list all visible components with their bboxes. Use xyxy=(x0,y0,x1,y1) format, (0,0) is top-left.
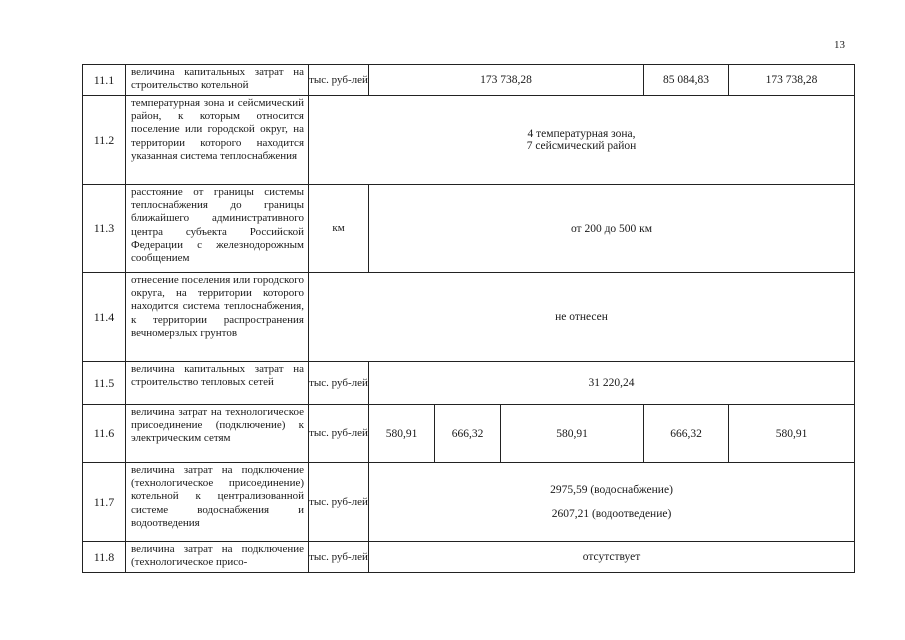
row-description: отнесение поселения или городского округа, на территории которого находится система теплоснабжения, к территории распространения вечномерзлых грунтов xyxy=(126,273,309,362)
table-row xyxy=(83,362,855,405)
row-number: 11.4 xyxy=(83,273,126,362)
row-number: 11.7 xyxy=(83,463,126,542)
table-row xyxy=(83,273,855,362)
row-number: 11.1 xyxy=(83,65,126,96)
row-description: величина капитальных затрат на строительство котельной xyxy=(126,65,309,96)
value-line: 2607,21 (водоотведение) xyxy=(551,508,672,520)
value-cell: отсутствует xyxy=(369,542,855,573)
row-description: температурная зона и сейсмический район, к которым относится поселение или городской округ, на территории которого находится указанная система теплоснабжения xyxy=(126,96,309,185)
row-description: величина капитальных затрат на строительство тепловых сетей xyxy=(126,362,309,405)
row-number: 11.8 xyxy=(83,542,126,573)
row-unit: тыс. руб-лей xyxy=(309,542,369,573)
value-cell: не отнесен xyxy=(309,273,855,362)
row-unit: тыс. руб-лей xyxy=(309,362,369,405)
page-number: 13 xyxy=(834,39,845,51)
value-cell xyxy=(309,96,855,185)
row-unit: тыс. руб-лей xyxy=(309,463,369,542)
value-cell: 173 738,28 xyxy=(369,65,644,96)
table-row xyxy=(83,405,855,463)
table-row xyxy=(83,65,855,96)
value-line: 4 температурная зона, xyxy=(527,128,636,140)
value-line: 7 сейсмический район xyxy=(526,140,637,152)
row-number: 11.6 xyxy=(83,405,126,463)
table-row xyxy=(83,96,855,185)
row-number: 11.2 xyxy=(83,96,126,185)
parameters-table xyxy=(82,64,855,573)
value-cell xyxy=(369,463,855,542)
value-cell: 31 220,24 xyxy=(369,362,855,405)
value-line: 2975,59 (водоснабжение) xyxy=(550,484,673,496)
row-unit: тыс. руб-лей xyxy=(309,65,369,96)
value-cell: 85 084,83 xyxy=(644,65,729,96)
table-row xyxy=(83,542,855,573)
row-unit: км xyxy=(309,185,369,273)
value-cell: 666,32 xyxy=(435,405,501,463)
value-cell: 580,91 xyxy=(501,405,644,463)
row-description: расстояние от границы системы теплоснабжения до границы ближайшего административного центра субъекта Российской Федерации с железнодорожным сообщением xyxy=(126,185,309,273)
value-cell: 173 738,28 xyxy=(729,65,855,96)
table-row xyxy=(83,463,855,542)
row-description: величина затрат на подключение (технологическое присоединение) котельной к централизованной системе водоснабжения и водоотведения xyxy=(126,463,309,542)
value-cell: 666,32 xyxy=(644,405,729,463)
value-cell: 580,91 xyxy=(369,405,435,463)
row-number: 11.3 xyxy=(83,185,126,273)
row-unit: тыс. руб-лей xyxy=(309,405,369,463)
row-description: величина затрат на технологическое присоединение (подключение) к электрическим сетям xyxy=(126,405,309,463)
row-description: величина затрат на подключение (технологическое присо- xyxy=(126,542,309,573)
table-row xyxy=(83,185,855,273)
value-cell: от 200 до 500 км xyxy=(369,185,855,273)
value-cell: 580,91 xyxy=(729,405,855,463)
row-number: 11.5 xyxy=(83,362,126,405)
